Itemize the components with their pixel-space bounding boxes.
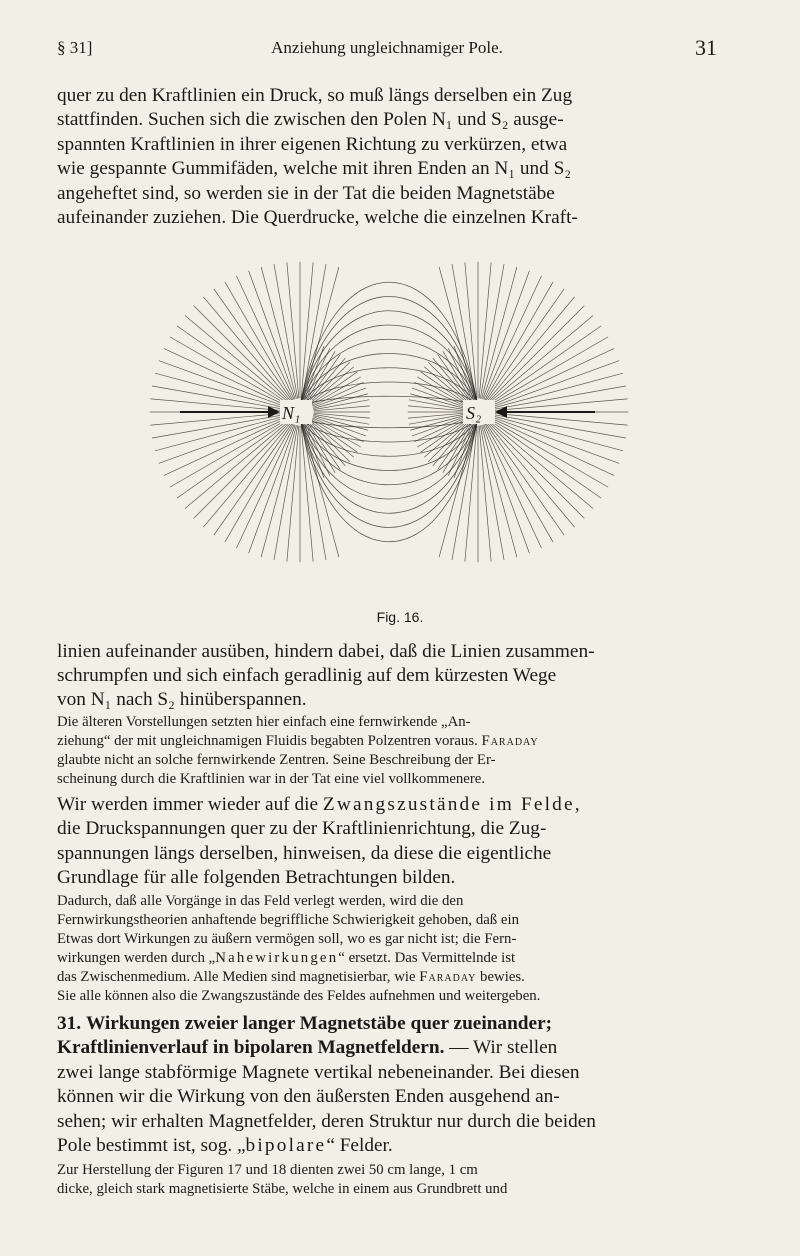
field-line — [214, 289, 292, 400]
field-line-figure — [140, 232, 635, 592]
text-line: die Druckspannungen quer zu der Kraftlinienrichtung, die Zug- — [57, 818, 547, 839]
text-line: Grundlage für alle folgenden Betrachtungen bilden. — [57, 867, 456, 888]
field-line — [152, 386, 286, 410]
text-line: von N₁ nach S₂ hinüberspannen. — [57, 689, 307, 710]
field-line — [479, 426, 491, 562]
field-line — [237, 276, 295, 399]
text-line: können wir die Wirkung von den äußersten Enden ausgehend an- — [57, 1086, 560, 1107]
field-line — [487, 297, 574, 401]
figure-caption: Fig. 16. — [376, 609, 424, 625]
field-line — [300, 282, 478, 406]
author-name: Faraday — [481, 733, 539, 749]
note-line: Etwas dort Wirkungen zu äußern vermögen soll, wo es gar nicht ist; die Fern- — [57, 931, 517, 947]
field-line — [185, 421, 289, 508]
field-line — [486, 424, 564, 535]
running-header — [57, 35, 717, 68]
note-line: glaubte nicht an solche fernwirkende Zentren. Seine Beschreibung der Er- — [57, 752, 496, 768]
field-line — [490, 326, 601, 404]
field-line — [274, 264, 298, 398]
text-line — [57, 793, 717, 818]
note-line — [57, 732, 717, 751]
field-line — [484, 425, 542, 548]
field-line — [237, 425, 295, 548]
pole-label-n1: N₁ — [282, 403, 301, 423]
page-number: 31 — [695, 35, 717, 60]
text-span: Wir werden immer wieder auf die — [57, 794, 323, 815]
emphasis-text: Zwangszustände im Felde, — [322, 794, 582, 815]
section-heading: Wirkungen zweier langer Magnetstäbe quer zueinander; — [85, 1013, 553, 1034]
section-heading: Kraftlinienverlauf in bipolaren Magnetfeldern. — [57, 1037, 445, 1058]
text-line: wie gespannte Gummifäden, welche mit ihren Enden an N₁ und S₂ — [57, 158, 572, 179]
section-heading-line — [57, 1012, 717, 1037]
text-line — [57, 1134, 717, 1159]
text-line: zwei lange stabförmige Magnete vertikal nebeneinander. Bei diesen — [57, 1062, 580, 1083]
field-line — [491, 349, 614, 407]
note-line — [57, 949, 717, 968]
note-line: Dadurch, daß alle Vorgänge in das Feld verlegt werden, wird die den — [57, 893, 464, 909]
text-span: — Wir stellen — [444, 1037, 558, 1058]
section-number: 31. — [57, 1013, 82, 1034]
text-line: quer zu den Kraftlinien ein Druck, so muß längs derselben ein Zug — [57, 85, 573, 106]
field-line — [492, 413, 628, 425]
text-span: Pole bestimmt ist, sog. „ — [57, 1135, 246, 1156]
field-line — [491, 418, 614, 476]
section-heading-line — [57, 1036, 717, 1061]
note-text: “ ersetzt. Das Vermittelnde ist — [338, 950, 516, 966]
text-line: spannungen längs derselben, hinweisen, da diese die eigentliche — [57, 843, 552, 864]
field-line — [415, 418, 466, 442]
field-line — [214, 424, 292, 535]
field-line — [152, 414, 286, 438]
field-line — [164, 349, 287, 407]
note-line: scheinung durch die Kraftlinien war in der Tat eine viel vollkommenere. — [57, 771, 486, 787]
note-line: Fernwirkungstheorien anhaftende begriffliche Schwierigkeit gehoben, daß ein — [57, 912, 519, 928]
field-line — [177, 326, 288, 404]
field-line — [480, 264, 504, 398]
text-span: “ Felder. — [326, 1135, 393, 1156]
iron-filings-image — [140, 232, 635, 592]
field-line — [287, 263, 299, 399]
field-line — [479, 263, 491, 399]
text-line: linien aufeinander ausüben, hindern dabei, daß die Linien zusammen- — [57, 641, 595, 662]
note-line — [57, 968, 717, 987]
note-text: wirkungen werden durch „ — [57, 950, 216, 966]
note-line: Sie alle können also die Zwangszustände des Feldes aufnehmen und weitergeben. — [57, 988, 541, 1004]
field-line — [164, 418, 287, 476]
field-line — [480, 426, 504, 560]
note-text: ziehung“ der mit ungleichnamigen Fluidis begabten Polzentren voraus. — [57, 733, 478, 749]
field-line — [151, 413, 287, 425]
text-line: aufeinander zuziehen. Die Querdrucke, welche die einzelnen Kraft- — [57, 207, 578, 228]
running-title: Anziehung ungleichnamiger Pole. — [271, 38, 503, 57]
field-line — [204, 297, 291, 401]
note-line: Zur Herstellung der Figuren 17 und 18 dienten zwei 50 cm lange, 1 cm — [57, 1162, 478, 1178]
field-line — [486, 289, 564, 400]
emphasis-text: bipolare — [245, 1135, 327, 1156]
field-line — [484, 276, 542, 399]
text-line: schrumpfen und sich einfach geradlinig auf dem kürzesten Wege — [57, 665, 557, 686]
field-line — [204, 423, 291, 527]
note-text: das Zwischenmedium. Alle Medien sind magnetisierbar, wie — [57, 969, 420, 985]
field-line — [287, 426, 299, 562]
field-line — [489, 316, 593, 403]
field-line — [492, 399, 628, 411]
field-line — [492, 386, 626, 410]
note-line: dicke, gleich stark magnetisierte Stäbe, welche in einem aus Grundbrett und — [57, 1181, 508, 1197]
field-line — [313, 382, 364, 406]
author-name: Faraday — [419, 969, 477, 985]
field-line — [151, 399, 287, 411]
text-line: angeheftet sind, so werden sie in der Tat die beiden Magnetstäbe — [57, 183, 555, 204]
field-line — [185, 316, 289, 403]
field-line — [487, 423, 574, 527]
field-line — [313, 418, 364, 442]
text-line: stattfinden. Suchen sich die zwischen den Polen N₁ und S₂ ausge- — [57, 109, 564, 130]
field-line — [274, 426, 298, 560]
text-line: sehen; wir erhalten Magnetfelder, deren Struktur nur durch die beiden — [57, 1111, 596, 1132]
field-line — [177, 420, 288, 498]
text-line: spannten Kraftlinien in ihrer eigenen Richtung zu verkürzen, etwa — [57, 134, 568, 155]
note-line: Die älteren Vorstellungen setzten hier einfach eine fernwirkende „An- — [57, 714, 471, 730]
field-line — [489, 421, 593, 508]
field-line — [492, 414, 626, 438]
note-text: bewies. — [476, 969, 525, 985]
section-reference: § 31] — [57, 38, 93, 57]
field-line — [415, 382, 466, 406]
pole-label-s2: S₂ — [466, 403, 482, 423]
field-line — [300, 418, 478, 542]
field-line — [490, 420, 601, 498]
emphasis-text: Nahewirkungen — [215, 950, 339, 966]
